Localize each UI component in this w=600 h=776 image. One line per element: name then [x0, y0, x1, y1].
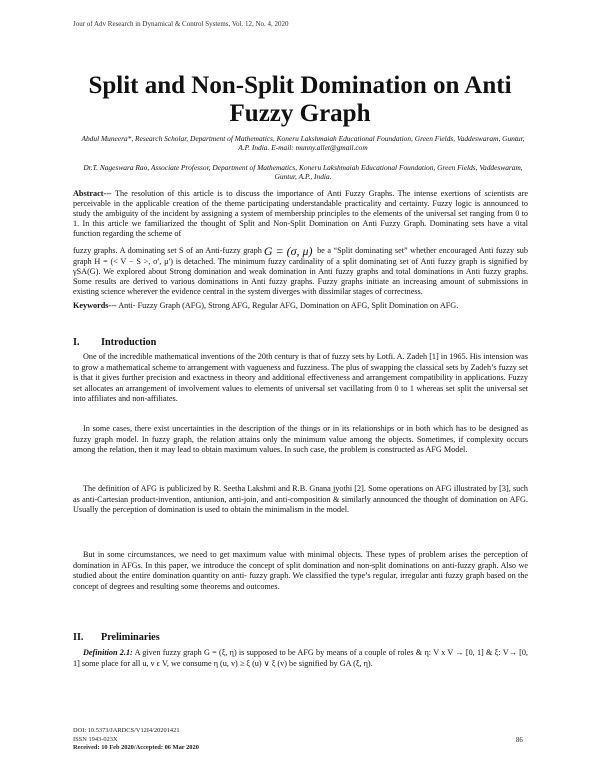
section-number: II.	[73, 632, 84, 643]
abstract-text-2b: be a “Split dominating set” whether encouraged Anti fuzzy sub graph H = (< V − S >, σ′, μ′) is detached. The minimum fuzzy cardinality of a split dominating set of Anti fuzzy graph is signified by γSA(G). We explored about Strong domination and weak domination in Anti fuzzy graphs and total dominations in Anti fuzzy graphs. Some results are derived to various dominations in Anti fuzzy graphs. Fuzzy graphs initiate an increasing amount of submissions in existing science wherever the evidence central in the system diverges with dissimilar stages of correctness.	[73, 246, 528, 297]
doi: DOI: 10.5373/JARDCS/V12I4/20201421	[73, 727, 180, 734]
issn: ISSN 1943-023X	[73, 735, 118, 743]
keywords-text: Anti- Fuzzy Graph (AFG), Strong AFG, Regular AFG, Domination on AFG, Split Domination on AFG.	[116, 301, 459, 310]
page-number: 86	[516, 737, 523, 744]
section-title: Introduction	[101, 337, 157, 348]
abstract-label: Abstract---	[73, 189, 112, 198]
received-accepted: Received: 10 Feb 2020/Accepted: 06 Mar 2020	[73, 744, 199, 752]
abstract-paragraph-1	[73, 189, 528, 239]
keywords	[73, 301, 528, 311]
author-affiliation-1: Abdul Muneera*, Research Scholar, Department of Mathematics, Koneru Lakshmaiah Educational Foundation, Green Fields, Vaddeswaram, Guntur, A.P. India. E-mail: munny.allet@gmail.com	[81, 134, 525, 153]
definition-label: Definition 2.1:	[83, 648, 133, 657]
section-title: Preliminaries	[101, 632, 160, 643]
intro-paragraph-2: In some cases, there exist uncertainties in the description of the things or in its relationships or in both which has to be designed as fuzzy graph model. In fuzzy graph, the relation attains only the minimum value among the objects. Sometimes, if complexity occurs among the relation, then it may lead to obtain maximum values. In such case, the problem is constructed as AFG Model.	[73, 424, 528, 455]
page-footer	[73, 727, 199, 753]
paper-title	[60, 72, 540, 128]
section-number: I.	[73, 337, 80, 348]
section-heading-introduction	[73, 337, 156, 348]
section-heading-preliminaries	[73, 632, 160, 643]
definition-2-1	[73, 648, 528, 669]
intro-paragraph-3: The definition of AFG is publicized by R. Seetha Lakshmi and R.B. Gnana jyothi [2]. Some operations on AFG illustrated by [3], such as anti-Cartesian product-invention, antiunion, anti-join, and anti-composition & similarly announced the thought of domination on AFG. Usually the perception of domination is used to obtain the minimalism in the model.	[73, 484, 528, 515]
title-line-2: Fuzzy Graph	[229, 100, 371, 127]
abstract-text-2a: fuzzy graphs. A dominating set S of an Anti-fuzzy graph	[73, 246, 262, 255]
intro-paragraph-1: One of the incredible mathematical inventions of the 20th century is that of fuzzy sets by Lotfi. A. Zadeh [1] in 1965. His intension was to grow a mathematical scheme to arrangement with vagueness and fuzziness. The plus of swapping the classical sets by Zadeh’s fuzzy set is that it gives further precision and exactness in theory and additional effectiveness and arrangement compatibility in applications. Fuzzy set allocates an arrangement of involvement values to elements of universal set vacillating from 0 to 1 whereas set split the universal set into affiliates and non-affiliates.	[73, 352, 528, 404]
running-head: Jour of Adv Research in Dynamical & Control Systems, Vol. 12, No. 4, 2020	[73, 20, 289, 28]
title-line-1: Split and Non-Split Domination on Anti	[88, 72, 512, 99]
author-affiliation-2: Dr.T. Nageswara Rao, Associate Professor, Department of Mathematics, Koneru Lakshmaiah Educational Foundation, Green Fields, Vaddeswaram, Guntur, A.P., India.	[83, 163, 523, 182]
abstract-text-1: The resolution of this article is to discuss the importance of Anti Fuzzy Graphs. The intense exertions of scientists are perceivable in the applicable creation of the theme participating understandable practicality and certainty. Fuzzy logic is announced to study the ambiguity of the incident by assigning a system of membership principles to the elements of the universal set ranging from 0 to 1. In this article we familiarized the thought of Split and Non-Split Domination on Anti Fuzzy Graph. Dominating sets have a vital function regarding the scheme of	[73, 189, 528, 239]
definition-text: A given fuzzy graph G = (ξ, η) is supposed to be AFG by means of a couple of roles & η: V x V → [0, 1] & ξ: V→ [0, 1] some place for all u, v ϵ V, we consume η (u, v) ≥ ξ (u) ∨ ξ (v) be signified by GA (ξ, η).	[73, 648, 528, 668]
keywords-label: Keywords---	[73, 301, 117, 310]
abstract-paragraph-2	[73, 245, 528, 297]
graph-equation: G = (σ, μ)	[263, 244, 313, 258]
intro-paragraph-4: But in some circumstances, we need to get maximum value with minimal objects. These types of problem arises the perception of domination in AFGs. In this paper, we introduce the concept of split domination and non-split dominations on anti-fuzzy graph. Also we studied about the entire domination quantity on anti- fuzzy graph. We classified the type’s regular, irregular anti fuzzy graph based on the concept of degrees and resulting some theorems and outcomes.	[73, 550, 528, 591]
